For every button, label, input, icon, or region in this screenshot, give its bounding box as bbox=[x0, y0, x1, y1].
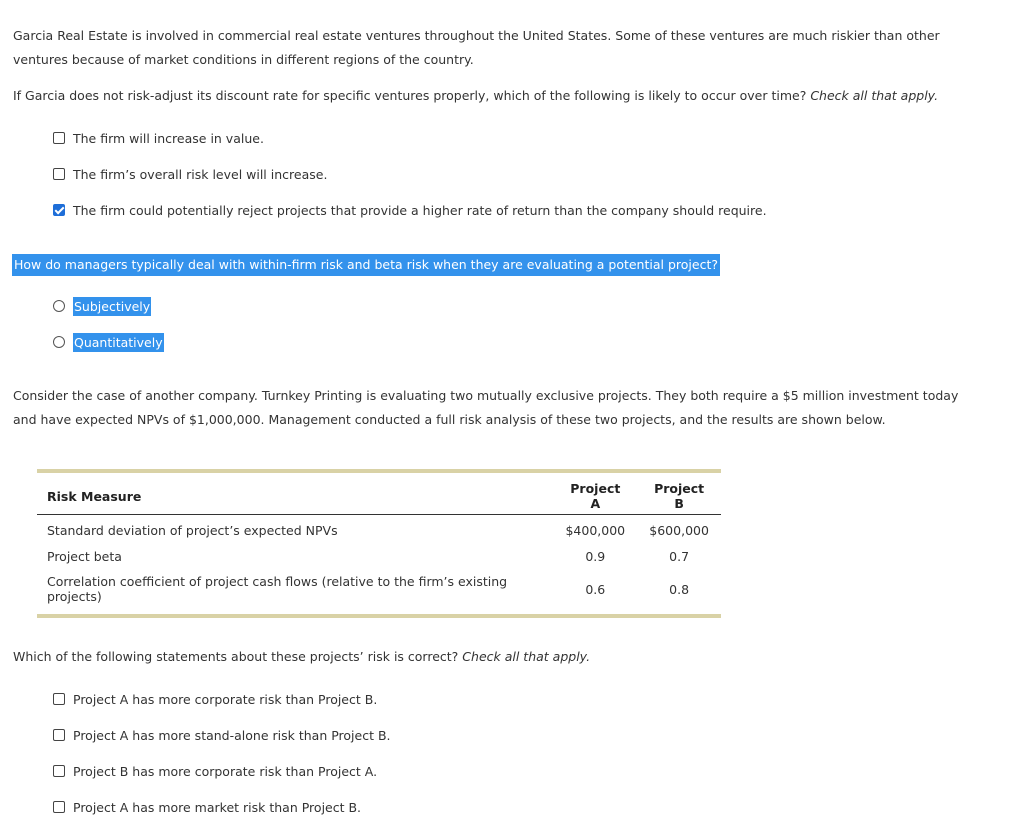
q1-option-3[interactable] bbox=[53, 200, 767, 220]
q1-prompt-text: If Garcia does not risk-adjust its discount rate for specific ventures properly, which of the following is likely to occur over time? bbox=[13, 88, 807, 103]
q4-option-4[interactable] bbox=[53, 797, 361, 817]
col-project-a: Project A bbox=[553, 471, 637, 515]
q1-option-3-label: The firm could potentially reject projects that provide a higher rate of return than the company should require. bbox=[73, 202, 767, 218]
radio-unselected-icon[interactable] bbox=[53, 336, 65, 348]
radio-unselected-icon[interactable] bbox=[53, 300, 65, 312]
risk-table-header-row bbox=[37, 471, 721, 515]
q1-intro: Garcia Real Estate is involved in commercial real estate ventures throughout the United States. Some of these ventures are much riskier than other ventures because of market conditions in different regions of the country. bbox=[13, 28, 940, 67]
project-a-value: $400,000 bbox=[565, 523, 626, 538]
q4-prompt bbox=[13, 645, 590, 669]
q1-instruction: Check all that apply. bbox=[810, 88, 939, 103]
q2-option-subjectively[interactable] bbox=[53, 296, 151, 316]
q2-option-1-label: Subjectively bbox=[74, 298, 151, 314]
project-b-value: 0.7 bbox=[669, 549, 690, 564]
row-label: Project beta bbox=[47, 549, 122, 564]
project-b-value: $600,000 bbox=[649, 523, 709, 538]
table-row bbox=[37, 570, 721, 616]
col-risk-measure: Risk Measure bbox=[37, 471, 553, 515]
checkbox-unchecked-icon[interactable] bbox=[53, 132, 65, 144]
row-label: Standard deviation of project’s expected NPVs bbox=[47, 523, 338, 538]
q1-option-1[interactable] bbox=[53, 128, 264, 148]
q1-option-2[interactable] bbox=[53, 164, 327, 184]
project-b-value: 0.8 bbox=[669, 581, 690, 597]
row-label: Correlation coefficient of project cash flows (relative to the firm’s existing projects) bbox=[47, 574, 508, 604]
q2-option-quantitatively[interactable] bbox=[53, 332, 164, 352]
q4-option-1-label: Project A has more corporate risk than Project B. bbox=[73, 691, 378, 707]
checkbox-checked-icon[interactable] bbox=[53, 204, 65, 216]
q4-option-2-label: Project A has more stand-alone risk than Project B. bbox=[73, 727, 391, 743]
checkbox-unchecked-icon[interactable] bbox=[53, 693, 65, 705]
q1-option-1-label: The firm will increase in value. bbox=[73, 130, 264, 146]
q4-option-1[interactable] bbox=[53, 689, 377, 709]
table-row bbox=[37, 544, 721, 570]
q4-instruction: Check all that apply. bbox=[462, 649, 591, 664]
q4-option-3[interactable] bbox=[53, 761, 377, 781]
q4-option-3-label: Project B has more corporate risk than Project A. bbox=[73, 763, 378, 779]
q2-prompt: How do managers typically deal with within-firm risk and beta risk when they are evaluating a potential project? bbox=[12, 254, 720, 276]
risk-table bbox=[37, 469, 721, 618]
q4-option-2[interactable] bbox=[53, 725, 391, 745]
checkbox-unchecked-icon[interactable] bbox=[53, 801, 65, 813]
col-project-b: Project B bbox=[637, 471, 721, 515]
checkbox-unchecked-icon[interactable] bbox=[53, 729, 65, 741]
project-a-value: 0.6 bbox=[585, 581, 606, 597]
q3-intro: Consider the case of another company. Turnkey Printing is evaluating two mutually exclusive projects. They both require a $5 million investment today and have expected NPVs of $1,000,000. Management conducted a full risk analysis of these two projects, and the results are shown below. bbox=[13, 388, 959, 427]
q4-option-4-label: Project A has more market risk than Project B. bbox=[73, 799, 362, 815]
project-a-value: 0.9 bbox=[585, 549, 606, 564]
checkbox-unchecked-icon[interactable] bbox=[53, 168, 65, 180]
q1-prompt bbox=[13, 84, 938, 108]
q2-option-2-label: Quantitatively bbox=[74, 334, 163, 350]
q4-prompt-text: Which of the following statements about these projects’ risk is correct? bbox=[13, 649, 459, 664]
checkbox-unchecked-icon[interactable] bbox=[53, 765, 65, 777]
q1-option-2-label: The firm’s overall risk level will increase. bbox=[73, 166, 328, 182]
table-row bbox=[37, 515, 721, 545]
